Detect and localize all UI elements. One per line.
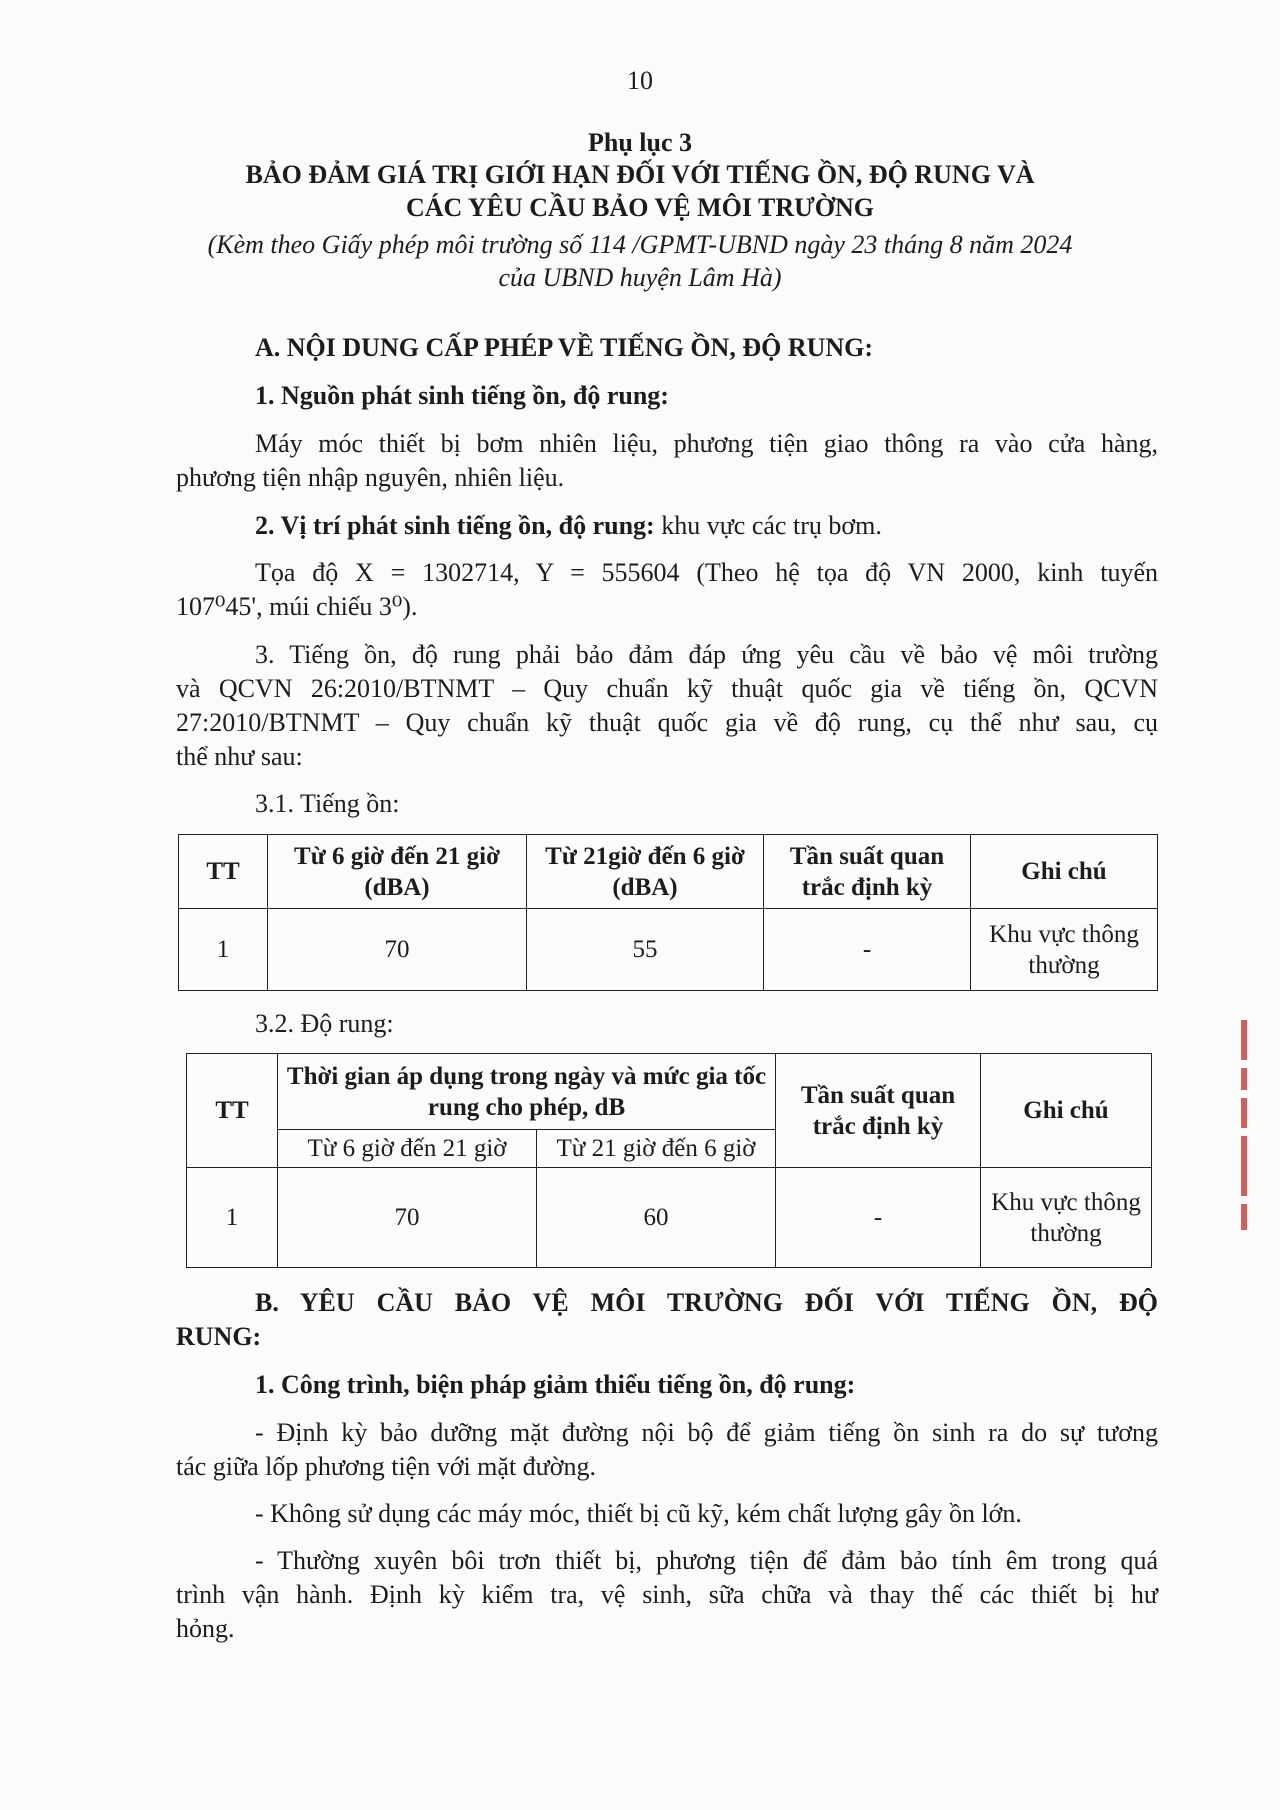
section-b-item1-heading: 1. Công trình, biện pháp giảm thiểu tiếng ồn, độ rung:	[255, 1370, 856, 1399]
vibration-col-group: Thời gian áp dụng trong ngày và mức gia tốc rung cho phép, dB	[278, 1054, 776, 1130]
vibration-cell-day: 70	[278, 1168, 537, 1268]
item3-line-1: 3. Tiếng ồn, độ rung phải bảo đảm đáp ứng yêu cầu về bảo vệ môi trường	[255, 640, 1158, 669]
noise-cell-tt: 1	[179, 909, 268, 991]
noise-cell-night: 55	[527, 909, 764, 991]
noise-table-row	[179, 909, 1158, 991]
vibration-col-day: Từ 6 giờ đến 21 giờ	[278, 1130, 537, 1168]
vibration-table-row	[187, 1168, 1152, 1268]
item1-line-2: phương tiện nhập nguyên, nhiên liệu.	[176, 463, 565, 492]
b3-line-1: - Thường xuyên bôi trơn thiết bị, phương tiện để đảm bảo tính êm trong quá	[255, 1546, 1158, 1575]
noise-col-day: Từ 6 giờ đến 21 giờ (dBA)	[268, 835, 527, 909]
coord-line-2: 107⁰45', múi chiếu 3⁰).	[176, 592, 418, 621]
noise-col-night: Từ 21giờ đến 6 giờ (dBA)	[527, 835, 764, 909]
noise-cell-day: 70	[268, 909, 527, 991]
title-line-2: CÁC YÊU CẦU BẢO VỆ MÔI TRƯỜNG	[405, 193, 875, 222]
subtitle-line-2: của UBND huyện Lâm Hà)	[498, 263, 782, 292]
title-line-1: BẢO ĐẢM GIÁ TRỊ GIỚI HẠN ĐỐI VỚI TIẾNG ỒN, ĐỘ RUNG VÀ	[245, 160, 1035, 189]
noise-cell-frequency: -	[764, 909, 971, 991]
vibration-col-frequency: Tần suất quan trắc định kỳ	[776, 1054, 981, 1168]
noise-table	[178, 834, 1158, 991]
vibration-header-row-1	[187, 1054, 1152, 1130]
vibration-cell-tt: 1	[187, 1168, 278, 1268]
section-b-heading-line-2: RUNG:	[176, 1322, 262, 1351]
noise-col-note: Ghi chú	[971, 835, 1158, 909]
vibration-col-night: Từ 21 giờ đến 6 giờ	[537, 1130, 776, 1168]
vibration-col-tt: TT	[187, 1054, 278, 1168]
coord-line-1: Tọa độ X = 1302714, Y = 555604 (Theo hệ tọa độ VN 2000, kinh tuyến	[255, 558, 1158, 587]
vibration-label: 3.2. Độ rung:	[255, 1009, 394, 1038]
vibration-table	[186, 1053, 1152, 1268]
section-a-item1-heading: 1. Nguồn phát sinh tiếng ồn, độ rung:	[255, 381, 669, 410]
vibration-cell-frequency: -	[776, 1168, 981, 1268]
section-a-heading: A. NỘI DUNG CẤP PHÉP VỀ TIẾNG ỒN, ĐỘ RUNG:	[255, 333, 874, 362]
noise-col-tt: TT	[179, 835, 268, 909]
item2-line	[255, 511, 882, 541]
section-b-heading-line-1: B. YÊU CẦU BẢO VỆ MÔI TRƯỜNG ĐỐI VỚI TIẾNG ỒN, ĐỘ	[255, 1288, 1158, 1317]
noise-cell-note: Khu vực thông thường	[971, 909, 1158, 991]
item3-line-2: và QCVN 26:2010/BTNMT – Quy chuẩn kỹ thuật quốc gia về tiếng ồn, QCVN	[176, 674, 1158, 703]
item3-line-4: thể như sau:	[176, 742, 303, 771]
noise-table-header-row	[179, 835, 1158, 909]
vibration-cell-night: 60	[537, 1168, 776, 1268]
b3-line-2: trình vận hành. Định kỳ kiểm tra, vệ sinh, sữa chữa và thay thế các thiết bị hư	[176, 1580, 1158, 1609]
item2-label: 2. Vị trí phát sinh tiếng ồn, độ rung:	[255, 511, 655, 540]
b2-line-1: - Không sử dụng các máy móc, thiết bị cũ kỹ, kém chất lượng gây ồn lớn.	[255, 1499, 1022, 1528]
vibration-col-note: Ghi chú	[981, 1054, 1152, 1168]
noise-label: 3.1. Tiếng ồn:	[255, 789, 400, 818]
appendix-label: Phụ lục 3	[587, 128, 693, 157]
item2-value: khu vực các trụ bơm.	[654, 511, 882, 540]
subtitle-line-1: (Kèm theo Giấy phép môi trường số 114 /GPMT-UBND ngày 23 tháng 8 năm 2024	[207, 230, 1073, 259]
b1-line-1: - Định kỳ bảo dưỡng mặt đường nội bộ để giảm tiếng ồn sinh ra do sự tương	[255, 1418, 1158, 1447]
b1-line-2: tác giữa lốp phương tiện với mặt đường.	[176, 1452, 597, 1481]
noise-col-frequency: Tần suất quan trắc định kỳ	[764, 835, 971, 909]
b3-line-3: hỏng.	[176, 1614, 235, 1643]
vibration-cell-note: Khu vực thông thường	[981, 1168, 1152, 1268]
item1-line-1: Máy móc thiết bị bơm nhiên liệu, phương tiện giao thông ra vào cửa hàng,	[255, 429, 1158, 458]
item3-line-3: 27:2010/BTNMT – Quy chuẩn kỹ thuật quốc gia về độ rung, cụ thể như sau, cụ	[176, 708, 1158, 737]
page-number: 10	[627, 66, 653, 95]
red-stamp-edge	[1234, 1020, 1254, 1260]
